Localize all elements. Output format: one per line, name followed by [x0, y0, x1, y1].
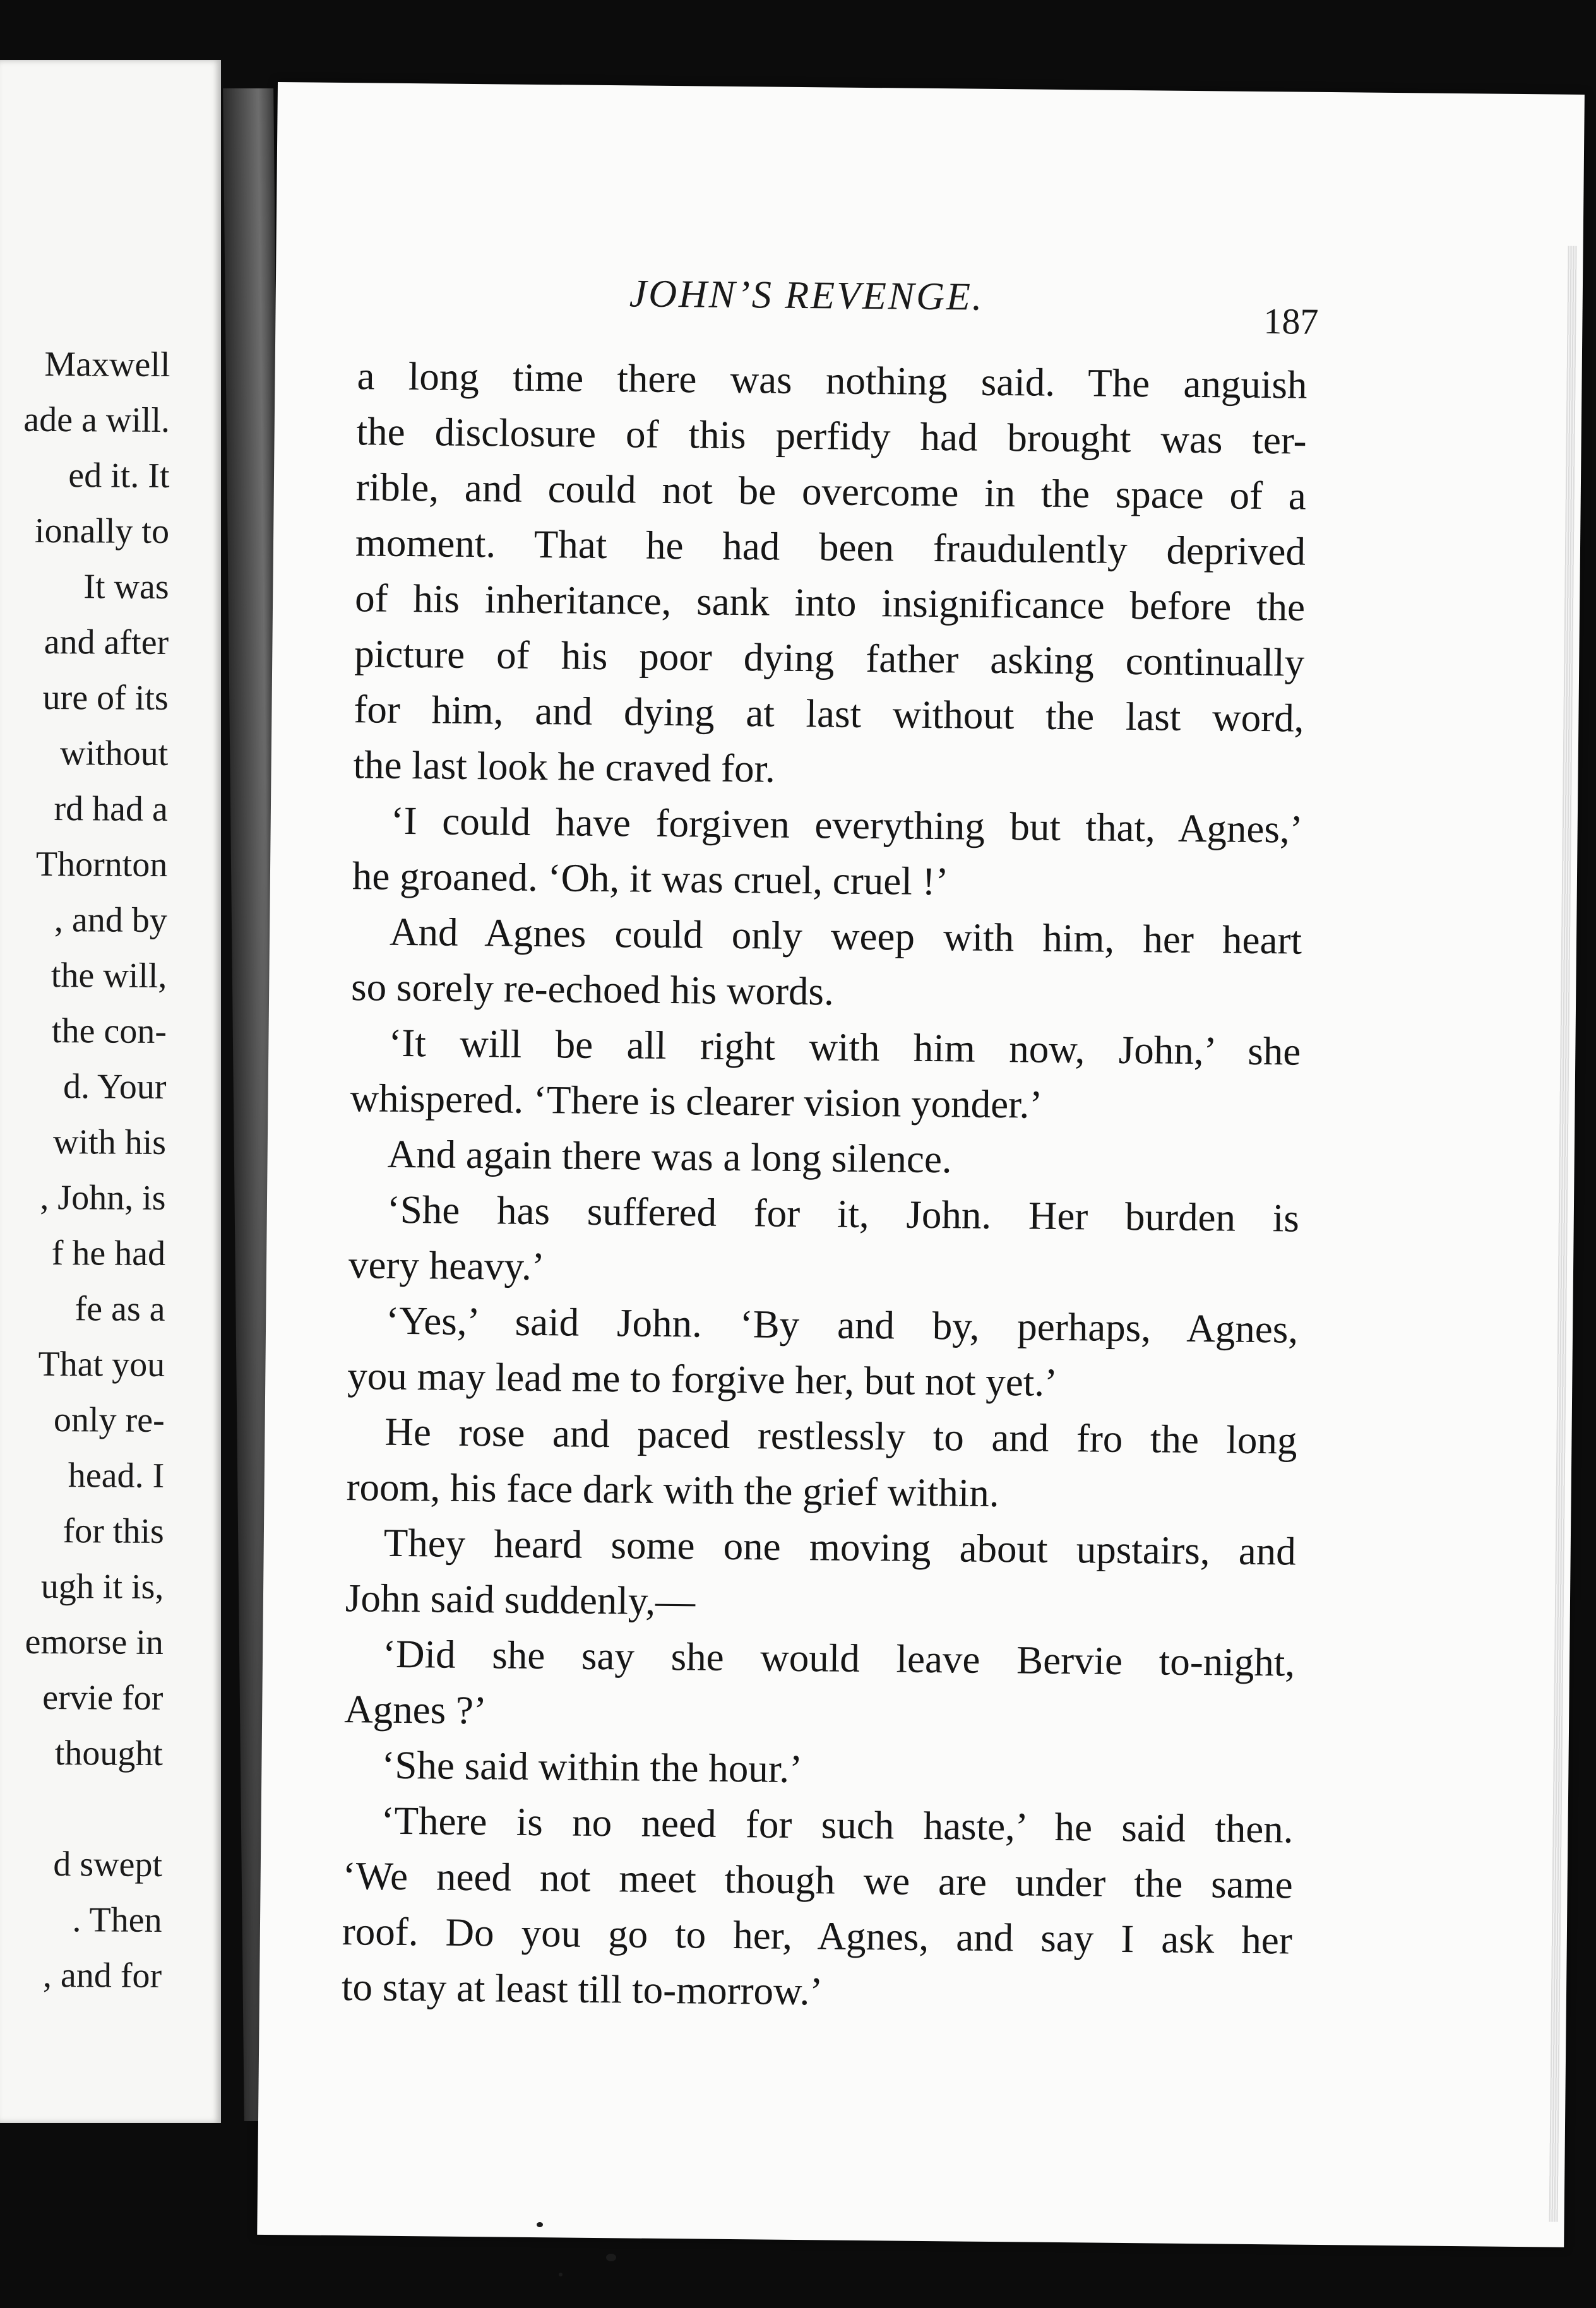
- left-page-line: ure of its: [42, 677, 169, 718]
- body-line: very heavy.’: [348, 1242, 545, 1289]
- left-page-line: without: [59, 734, 169, 773]
- body-line: rible, and could not be overcome in the space of a: [355, 465, 1307, 518]
- body-line: ‘Did she say she would leave Bervie to-night,: [382, 1631, 1295, 1685]
- left-page-line: rd had a: [54, 789, 168, 829]
- left-page-line: only re-: [53, 1400, 165, 1440]
- body-line: They heard some one moving about upstairs, and: [383, 1520, 1297, 1574]
- dust-speck: [606, 2254, 616, 2261]
- left-page-line: ade a will.: [23, 400, 170, 440]
- main-page: [257, 82, 1585, 2247]
- body-line: the last look he craved for.: [353, 742, 776, 791]
- body-line: you may lead me to forgive her, but not yet.’: [347, 1353, 1058, 1405]
- left-page-line: , and by: [54, 900, 168, 940]
- left-page-line: emorse in: [25, 1622, 164, 1662]
- left-page-line: f he had: [51, 1234, 166, 1273]
- page-edge: [1549, 246, 1577, 2222]
- body-line: John said suddenly,—: [345, 1576, 696, 1624]
- body-line: ‘It will be all right with him now, John,’ she: [388, 1020, 1301, 1074]
- body-line: a long time there was nothing said. The anguish: [357, 354, 1307, 407]
- left-page-line: That you: [38, 1344, 165, 1384]
- body-line: And Agnes could only weep with him, her heart: [389, 909, 1302, 963]
- left-facing-page: [0, 60, 221, 2123]
- left-page-line: thought: [54, 1734, 164, 1773]
- left-page-line: Thornton: [35, 844, 168, 884]
- body-line: ‘Yes,’ said John. ‘By and by, perhaps, Agnes,: [385, 1298, 1299, 1352]
- left-page-line: fe as a: [74, 1289, 165, 1329]
- body-line: ‘There is no need for such haste,’ he said then.: [381, 1798, 1294, 1852]
- left-page-line: , John, is: [40, 1177, 166, 1218]
- body-line: ‘She said within the hour.’: [381, 1742, 803, 1792]
- left-page-line: head. I: [68, 1456, 165, 1496]
- left-page-line: ervie for: [42, 1677, 164, 1718]
- body-line: for him, and dying at last without the last word,: [354, 687, 1304, 741]
- body-line: roof. Do you go to her, Agnes, and say I ask her: [342, 1909, 1293, 1963]
- body-line: He rose and paced restlessly to and fro the long: [384, 1409, 1297, 1463]
- left-page-line: with his: [52, 1122, 167, 1162]
- body-line: to stay at least till to-morrow.’: [341, 1965, 823, 2014]
- left-page-line: ugh it is,: [40, 1566, 164, 1607]
- left-page-line: d. Your: [63, 1067, 167, 1107]
- left-page-line: and after: [44, 622, 169, 662]
- left-page-line: . Then: [72, 1900, 162, 1940]
- running-title: JOHN’S REVENGE.: [629, 272, 984, 319]
- dust-speck: [559, 2273, 563, 2276]
- body-line: ‘We need not meet though we are under the same: [342, 1853, 1293, 1907]
- body-line: And again there was a long silence.: [387, 1131, 952, 1182]
- left-page-line: ed it. It: [68, 456, 170, 496]
- left-page-line: , and for: [42, 1955, 162, 1996]
- body-text: [342, 348, 1307, 2023]
- body-line: so sorely re-echoed his words.: [350, 965, 835, 1014]
- page-number: 187: [1263, 300, 1319, 342]
- body-line: whispered. ‘There is clearer vision yonder.’: [350, 1076, 1043, 1127]
- body-line: he groaned. ‘Oh, it was cruel, cruel !’: [352, 854, 949, 904]
- body-line: Agnes ?’: [343, 1687, 487, 1733]
- left-page-line: It was: [83, 567, 169, 607]
- left-page-line: ionally to: [34, 511, 170, 551]
- left-page-line: d swept: [53, 1845, 163, 1884]
- left-page-line: for this: [63, 1511, 164, 1551]
- body-line: room, his face dark with the grief within.: [346, 1465, 999, 1516]
- body-line: ‘I could have forgiven everything but that, Agnes,’: [390, 798, 1304, 852]
- body-line: the disclosure of this perfidy had brought was ter-: [356, 409, 1307, 463]
- body-line: of his inheritance, sank into insignificance before the: [354, 576, 1306, 629]
- body-line: ‘She has suffered for it, John. Her burden is: [386, 1187, 1300, 1240]
- body-line: picture of his poor dying father asking continually: [354, 631, 1305, 685]
- left-page-line: Maxwell: [44, 344, 170, 384]
- dust-speck: [537, 2222, 543, 2227]
- left-page-line: the will,: [51, 956, 167, 996]
- left-page-line: the con-: [51, 1011, 167, 1051]
- body-line: moment. That he had been fraudulently deprived: [355, 520, 1306, 574]
